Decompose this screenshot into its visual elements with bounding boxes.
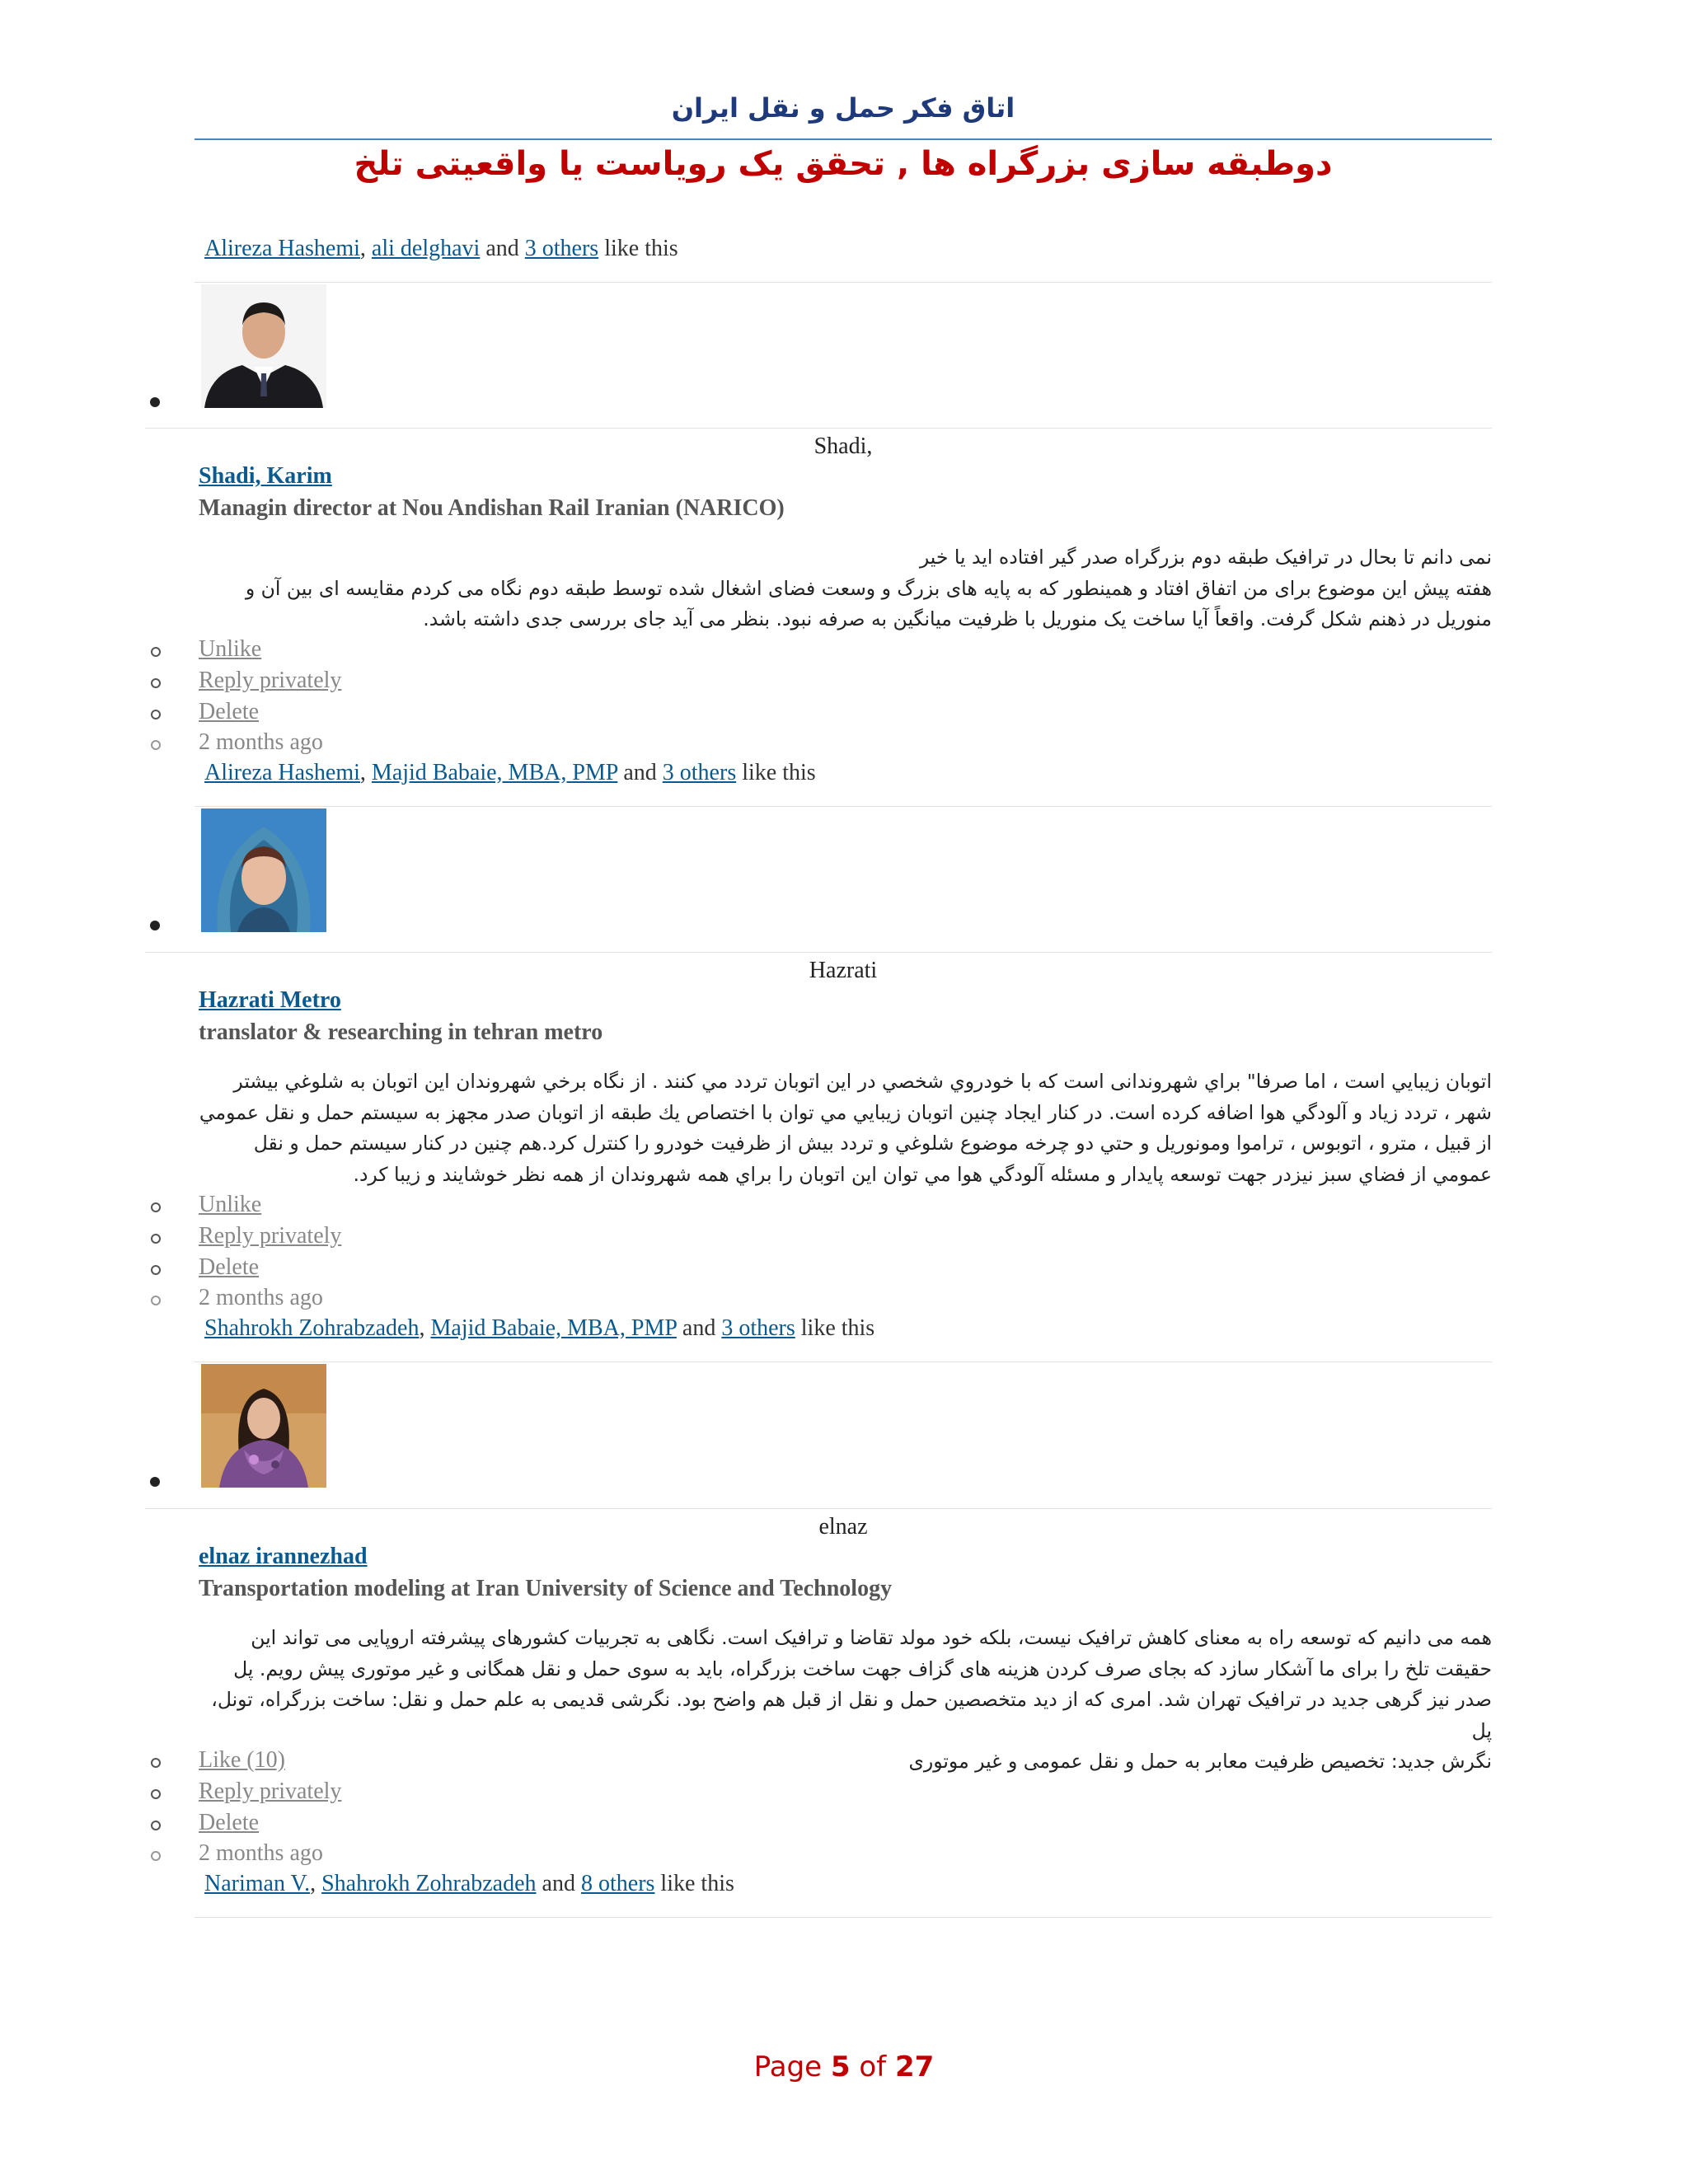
document-title: دوطبقه سازی بزرگراه ها , تحقق یک رویاست یا واقعیتی تلخ: [354, 145, 1333, 183]
divider: [195, 1361, 1492, 1362]
author-headline: Managin director at Nou Andishan Rail Iranian (NARICO): [199, 495, 785, 521]
author-short-name: Hazrati: [809, 958, 878, 983]
list-circle: [151, 1234, 161, 1244]
list-circle: [151, 740, 161, 750]
author-headline: translator & researching in tehran metro: [199, 1019, 603, 1045]
comment-paragraph: اتوبان زيبايي است ، اما صرفا" براي شهروندانی است که با خودروي شخصي در اين اتوبان تردد مي كنند . از نگاه برخي شهروندان اين اتوبان به شلوغي بيشتر شهر ، تردد زياد و آلودگي هوا اضافه کرده است. در کنار ايجاد چنين اتوبان زيبايي مي توان با اختصاص يك طبقه از اتوبان صدر مجهز به سيستم حمل و نقل عمومي از قبيل ، مترو ، اتوبوس ، تراموا ومونوريل و حتي دو چرخه موضوع شلوغي و تردد بيش از ظرفيت خودرو را كنترل كرد.هم چنين در كنار سيستم حمل و نقل عمومي از فضاي سبز نيزدر جهت توسعه پايدار و مسئله آلودگي هوا مي توان اين اتوبان را براي همه شهروندان از همه نظر خوشايند و زيبا كرد.: [199, 1070, 1492, 1186]
timestamp: 2 months ago: [199, 1840, 323, 1866]
liker-link[interactable]: Majid Babaie, MBA, PMP: [430, 1315, 677, 1341]
avatar[interactable]: [201, 1364, 326, 1488]
author-headline: Transportation modeling at Iran University of Science and Technology: [199, 1576, 893, 1601]
likes-line: Alireza Hashemi, ali delghavi and 3 others like this: [204, 236, 678, 261]
divider: [195, 806, 1492, 807]
page-word: Page: [753, 2050, 823, 2083]
comment-paragraph: همه می دانیم که توسعه راه به معنای کاهش ترافیک نیست، بلکه خود مولد تقاضا و ترافیک است. نگاهی به تجربیات کشورهای پیشرفته اروپایی می تواند این حقیقت تلخ را برای ما آشکار سازد که بجای صرف کردن هزینه های گزاف جهت ساخت بزرگراه، باید به سوی حمل و نقل همگانی و غیر موتوری پیش رویم. پل صدر نیز گرهی جدید در ترافیک تهران شد. امری که از دید متخصصین حمل و نقل از قبل هم واضح بود. نگرشی قدیمی به علم حمل و نقل: ساخت بزرگراه، تونل، پل: [211, 1626, 1492, 1742]
likes-line: Alireza Hashemi, Majid Babaie, MBA, PMP and 3 others like this: [204, 760, 816, 785]
divider: [195, 1917, 1492, 1918]
others-link[interactable]: 8 others: [580, 1871, 655, 1896]
comment-paragraph: هفته پیش این موضوع برای من اتفاق افتاد و همینطور که به پایه های بزرگ و وسعت فضای اشغال شده توسط طبقه دوم نگاه می کردم مقایسه ای بین آن و منوریل در ذهنم شکل گرفت. واقعاً آیا ساخت یک منوریل با ظرفیت میانگین به صرفه نبود. بنظر می آید جای بررسی جدی داشته باشد.: [245, 576, 1492, 630]
likes-suffix: like this: [660, 1871, 734, 1896]
list-circle: [151, 1789, 161, 1799]
header-divider: [195, 138, 1492, 140]
likes-and: and: [682, 1315, 716, 1341]
liker-link[interactable]: Shahrokh Zohrabzadeh: [321, 1871, 537, 1896]
divider: [145, 952, 1492, 953]
list-bullet: [150, 1477, 160, 1487]
comment-paragraph: نگرش جدید: تخصیص ظرفیت معابر به حمل و نقل عمومی و غیر موتوری: [908, 1750, 1492, 1773]
liker-link[interactable]: Alireza Hashemi: [204, 236, 360, 261]
total-pages: 27: [894, 2050, 935, 2083]
comment-text: [199, 542, 1492, 635]
unlike-link[interactable]: Unlike: [199, 1192, 262, 1217]
of-word: of: [859, 2050, 887, 2083]
divider: [195, 282, 1492, 283]
liker-link[interactable]: Majid Babaie, MBA, PMP: [371, 760, 618, 785]
author-short-name: Shadi,: [814, 434, 873, 459]
list-circle: [151, 1265, 161, 1275]
delete-link[interactable]: Delete: [199, 1810, 260, 1835]
list-circle: [151, 1296, 161, 1305]
delete-link[interactable]: Delete: [199, 1254, 260, 1280]
divider: [145, 1508, 1492, 1509]
divider: [145, 428, 1492, 429]
timestamp: 2 months ago: [199, 1285, 323, 1310]
comment-paragraph: نمی دانم تا بحال در ترافیک طبقه دوم بزرگراه صدر گیر افتاده اید یا خیر: [919, 546, 1492, 569]
liker-link[interactable]: Nariman V.: [204, 1871, 311, 1896]
author-short-name: elnaz: [818, 1514, 868, 1540]
author-name-link[interactable]: Hazrati Metro: [199, 987, 341, 1013]
list-circle: [151, 710, 161, 719]
list-bullet: [150, 397, 160, 407]
liker-link[interactable]: Alireza Hashemi: [204, 760, 360, 785]
comment-text: [199, 1066, 1492, 1190]
likes-and: and: [542, 1871, 575, 1896]
list-circle: [151, 1821, 161, 1830]
reply-privately-link[interactable]: Reply privately: [199, 668, 342, 693]
reply-privately-link[interactable]: Reply privately: [199, 1223, 342, 1249]
list-bullet: [150, 921, 160, 930]
likes-and: and: [623, 760, 657, 785]
likes-suffix: like this: [742, 760, 816, 785]
liker-link[interactable]: ali delghavi: [371, 236, 481, 261]
page-number: [0, 2050, 1688, 2083]
liker-link[interactable]: Shahrokh Zohrabzadeh: [204, 1315, 420, 1341]
others-link[interactable]: 3 others: [524, 236, 599, 261]
likes-suffix: like this: [604, 236, 678, 261]
current-page: 5: [830, 2050, 851, 2083]
delete-link[interactable]: Delete: [199, 699, 260, 724]
likes-line: Shahrokh Zohrabzadeh, Majid Babaie, MBA, PMP and 3 others like this: [204, 1315, 875, 1341]
like-link[interactable]: Like (10): [199, 1747, 285, 1773]
list-circle: [151, 1851, 161, 1861]
others-link[interactable]: 3 others: [662, 760, 737, 785]
header-title: اتاق فکر حمل و نقل ایران: [671, 92, 1015, 124]
timestamp: 2 months ago: [199, 729, 323, 755]
list-circle: [151, 1202, 161, 1212]
reply-privately-link[interactable]: Reply privately: [199, 1779, 342, 1804]
author-name-link[interactable]: Shadi, Karim: [199, 463, 332, 489]
likes-line: Nariman V., Shahrokh Zohrabzadeh and 8 others like this: [204, 1871, 734, 1896]
list-circle: [151, 647, 161, 657]
comment-text: [199, 1623, 1492, 1778]
unlike-link[interactable]: Unlike: [199, 636, 262, 662]
list-circle: [151, 678, 161, 688]
others-link[interactable]: 3 others: [721, 1315, 795, 1341]
likes-and: and: [485, 236, 519, 261]
author-name-link[interactable]: elnaz irannezhad: [199, 1544, 368, 1569]
avatar[interactable]: [201, 284, 326, 408]
list-circle: [151, 1758, 161, 1768]
avatar[interactable]: [201, 808, 326, 932]
likes-suffix: like this: [800, 1315, 875, 1341]
